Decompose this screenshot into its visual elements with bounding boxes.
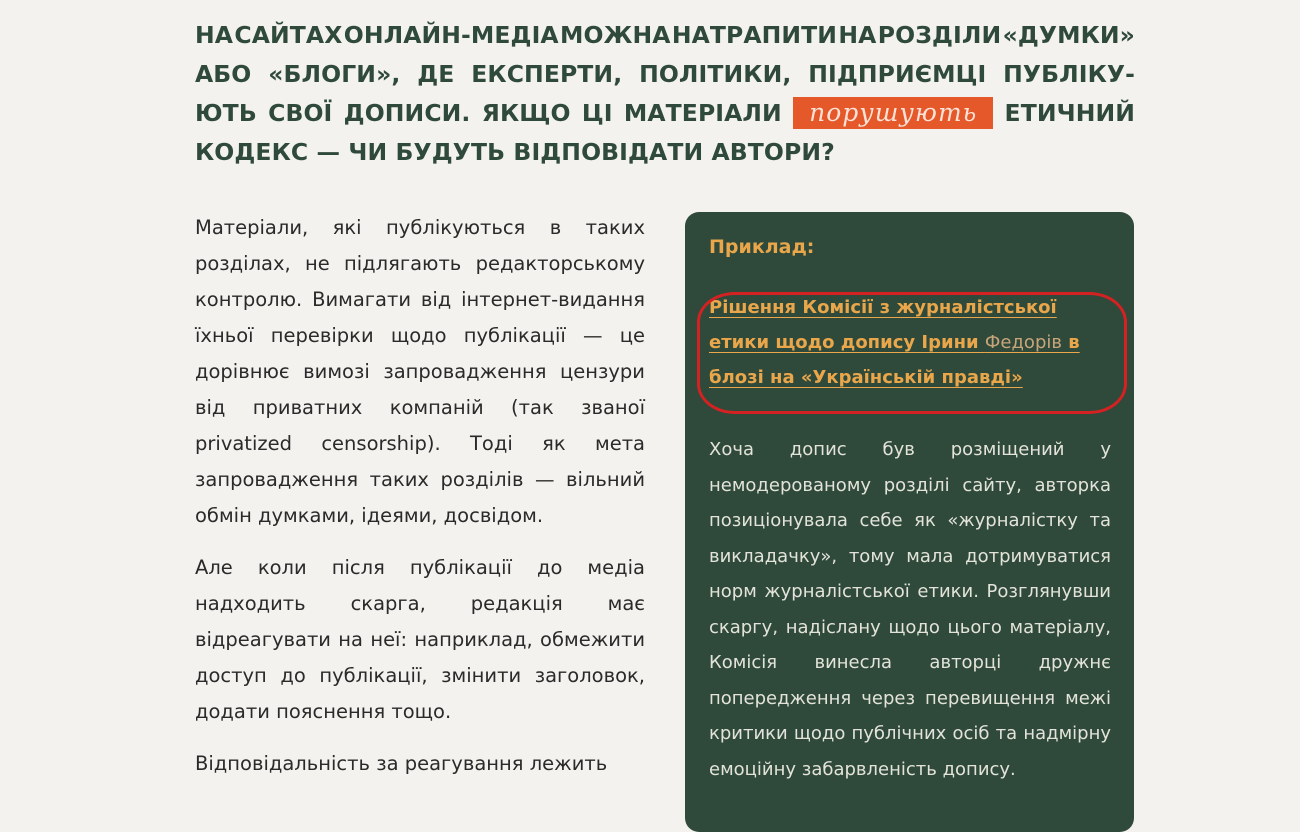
heading-word: НАТРАПИТИ <box>671 21 838 49</box>
heading-word: ПІДПРИЄМЦІ <box>808 60 987 88</box>
highlighted-word: порушують <box>793 97 993 129</box>
link-text-name: Федорів <box>984 332 1062 353</box>
heading-word: РОЗДІЛИ <box>877 21 1002 49</box>
heading-word: ЕКСПЕРТИ, <box>471 60 623 88</box>
heading-word: КОДЕКС — ЧИ БУДУТЬ ВІДПОВІДАТИ АВТОРИ? <box>195 138 835 166</box>
link-text: Рішення Комісії з журналістської етики щодо допису Ірини <box>709 297 1057 353</box>
heading-word: СВОЇ <box>268 99 333 127</box>
heading-word: «ДУМКИ» <box>1002 21 1135 49</box>
heading-word: ЕТИЧНИЙ <box>1004 99 1135 127</box>
heading-word: ЯКЩО <box>481 99 571 127</box>
heading-word: МАТЕРІАЛИ <box>623 99 782 127</box>
heading-word: ОНЛАЙН-МЕДІА <box>343 21 559 49</box>
heading-word: МОЖНА <box>560 21 671 49</box>
heading-word: НА <box>195 21 234 49</box>
section-heading <box>195 16 1135 172</box>
heading-line-4 <box>195 133 1135 172</box>
heading-word: ЮТЬ <box>195 99 257 127</box>
heading-word: «БЛОГИ», <box>268 60 401 88</box>
heading-word: ДЕ <box>417 60 455 88</box>
link-text: в блозі на «Українській правді» <box>709 332 1080 388</box>
heading-line-3 <box>195 94 1135 133</box>
heading-word: ДОПИСИ. <box>343 99 471 127</box>
body-text-column <box>195 210 645 798</box>
decision-link[interactable] <box>709 290 1114 395</box>
heading-word: САЙТАХ <box>234 21 343 49</box>
body-paragraph: Відповідальність за реагування лежить <box>195 752 608 775</box>
heading-word: ПУБЛІКУ- <box>1003 60 1135 88</box>
heading-line-2 <box>195 55 1135 94</box>
heading-line-1 <box>195 16 1135 55</box>
heading-word: ПОЛІТИКИ, <box>639 60 792 88</box>
heading-word: АБО <box>195 60 252 88</box>
example-label: Приклад: <box>709 236 815 258</box>
heading-word: ЦІ <box>581 99 613 127</box>
example-card <box>685 212 1134 832</box>
example-description: Хоча допис був розміщений у немодерованому розділі сайту, авторка позиціонувала себе як «журналістку та викладачку», тому мала дотримуватися норм журналістської етики. Розглянувши скаргу, надіслану щодо цього матеріалу, Комісія винесла авторці дружнє попередження через перевищення межі критики щодо публічних осіб та надмірну емоційну забарвленість допису. <box>709 439 1111 780</box>
body-paragraph: Матеріали, які публікуються в таких розділах, не підлягають редакторському контролю. Вимагати від інтернет-видання їхньої перевірки щодо публікації — це дорівнює вимозі запровадження цензури від приватних компаній (так званої privatized censorship). Тоді як мета запровадження таких розділів — вільний обмін думками, ідеями, досвідом. <box>195 216 645 527</box>
heading-word: НА <box>838 21 877 49</box>
body-paragraph: Але коли після публікації до медіа надходить скарга, редакція має відреагувати на неї: наприклад, обмежити доступ до публікації, змінити заголовок, додати пояснення тощо. <box>195 556 645 723</box>
